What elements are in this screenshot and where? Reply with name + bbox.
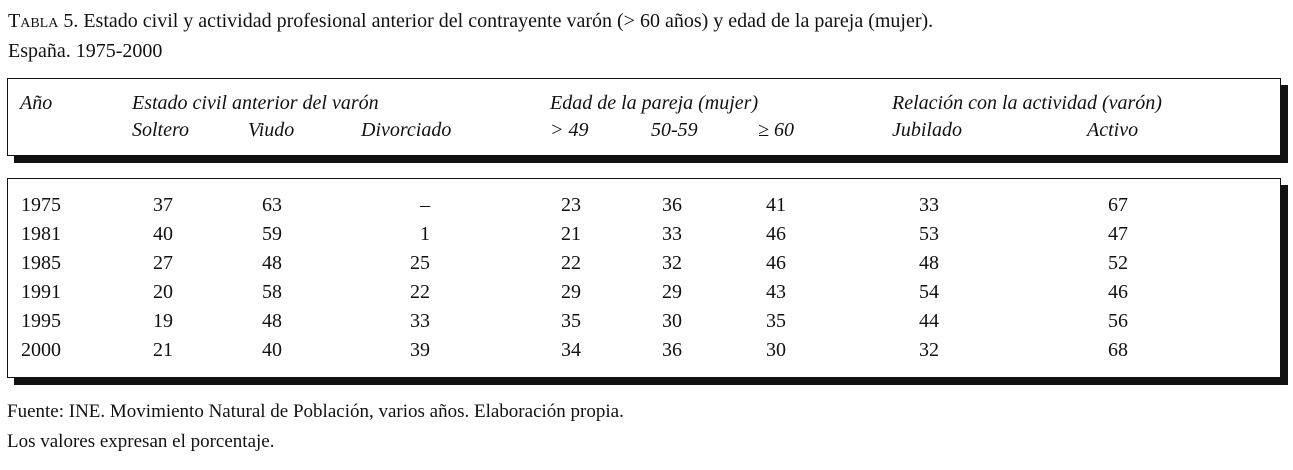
header-col-age-60: ≥ 60 bbox=[758, 119, 794, 141]
cell-activo: 46 bbox=[1108, 281, 1128, 303]
cell-soltero: 19 bbox=[153, 310, 173, 332]
header-year: Año bbox=[20, 92, 53, 114]
cell-year: 1975 bbox=[21, 194, 61, 216]
cell-year: 1995 bbox=[21, 310, 61, 332]
caption-text: Estado civil y actividad profesional anterior del contrayente varón (> 60 años) y edad de la pareja (mujer). bbox=[78, 10, 934, 32]
cell-jubilado: 33 bbox=[919, 194, 939, 216]
cell-age-49: 21 bbox=[561, 223, 581, 245]
cell-jubilado: 32 bbox=[919, 339, 939, 361]
cell-divorciado: 33 bbox=[410, 310, 430, 332]
cell-age-49: 29 bbox=[561, 281, 581, 303]
cell-activo: 68 bbox=[1108, 339, 1128, 361]
cell-jubilado: 48 bbox=[919, 252, 939, 274]
cell-year: 2000 bbox=[21, 339, 61, 361]
header-group-partner-age: Edad de la pareja (mujer) bbox=[550, 92, 759, 114]
table-header-box bbox=[7, 78, 1281, 156]
header-col-age-49: > 49 bbox=[550, 119, 589, 141]
cell-year: 1985 bbox=[21, 252, 61, 274]
caption-label: Tabla 5. bbox=[8, 10, 79, 32]
cell-soltero: 20 bbox=[153, 281, 173, 303]
header-col-viudo: Viudo bbox=[248, 119, 295, 141]
cell-age-50-59: 36 bbox=[662, 194, 682, 216]
cell-soltero: 40 bbox=[153, 223, 173, 245]
table-caption bbox=[8, 6, 933, 66]
cell-divorciado: 1 bbox=[420, 223, 430, 245]
cell-age-49: 34 bbox=[561, 339, 581, 361]
cell-divorciado: 25 bbox=[410, 252, 430, 274]
cell-jubilado: 53 bbox=[919, 223, 939, 245]
cell-jubilado: 44 bbox=[919, 310, 939, 332]
header-col-soltero: Soltero bbox=[132, 119, 190, 141]
cell-age-60: 41 bbox=[766, 194, 786, 216]
header-col-divorciado: Divorciado bbox=[361, 119, 452, 141]
cell-activo: 52 bbox=[1108, 252, 1128, 274]
cell-soltero: 21 bbox=[153, 339, 173, 361]
cell-age-49: 35 bbox=[561, 310, 581, 332]
cell-soltero: 27 bbox=[153, 252, 173, 274]
header-group-activity: Relación con la actividad (varón) bbox=[892, 92, 1162, 114]
caption-line-1 bbox=[8, 6, 933, 36]
cell-jubilado: 54 bbox=[919, 281, 939, 303]
cell-viudo: 59 bbox=[262, 223, 282, 245]
caption-line-2: España. 1975-2000 bbox=[8, 40, 163, 62]
cell-age-60: 35 bbox=[766, 310, 786, 332]
cell-age-50-59: 36 bbox=[662, 339, 682, 361]
cell-viudo: 58 bbox=[262, 281, 282, 303]
table-units-note: Los valores expresan el porcentaje. bbox=[7, 431, 275, 452]
cell-activo: 56 bbox=[1108, 310, 1128, 332]
cell-divorciado: 22 bbox=[410, 281, 430, 303]
cell-divorciado: – bbox=[420, 194, 430, 216]
cell-divorciado: 39 bbox=[410, 339, 430, 361]
cell-activo: 67 bbox=[1108, 194, 1128, 216]
cell-age-60: 46 bbox=[766, 223, 786, 245]
cell-year: 1981 bbox=[21, 223, 61, 245]
cell-age-49: 22 bbox=[561, 252, 581, 274]
cell-soltero: 37 bbox=[153, 194, 173, 216]
table-source-note: Fuente: INE. Movimiento Natural de Población, varios años. Elaboración propia. bbox=[7, 401, 624, 422]
header-col-jubilado: Jubilado bbox=[892, 119, 962, 141]
cell-viudo: 40 bbox=[262, 339, 282, 361]
cell-age-60: 30 bbox=[766, 339, 786, 361]
cell-activo: 47 bbox=[1108, 223, 1128, 245]
cell-viudo: 63 bbox=[262, 194, 282, 216]
header-col-activo: Activo bbox=[1087, 119, 1139, 141]
table-body-box bbox=[7, 178, 1281, 378]
cell-age-60: 46 bbox=[766, 252, 786, 274]
cell-age-49: 23 bbox=[561, 194, 581, 216]
cell-age-50-59: 30 bbox=[662, 310, 682, 332]
cell-viudo: 48 bbox=[262, 252, 282, 274]
cell-age-60: 43 bbox=[766, 281, 786, 303]
cell-year: 1991 bbox=[21, 281, 61, 303]
cell-age-50-59: 29 bbox=[662, 281, 682, 303]
cell-age-50-59: 33 bbox=[662, 223, 682, 245]
cell-age-50-59: 32 bbox=[662, 252, 682, 274]
cell-viudo: 48 bbox=[262, 310, 282, 332]
header-group-civil-status: Estado civil anterior del varón bbox=[132, 92, 379, 114]
header-col-age-50-59: 50-59 bbox=[651, 119, 698, 141]
